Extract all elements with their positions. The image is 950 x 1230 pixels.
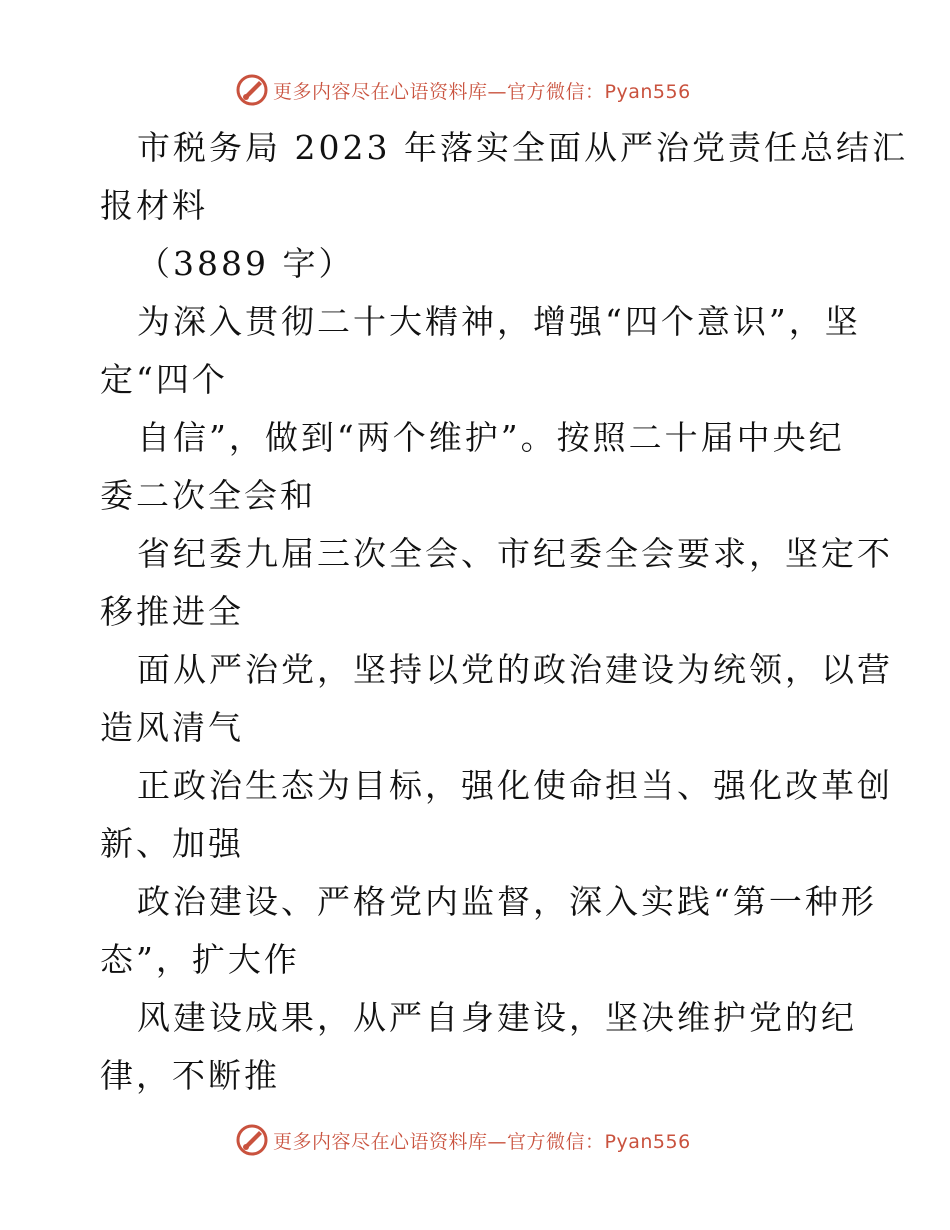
doc-text-line: 态”，扩大作 (100, 940, 300, 979)
header-watermark (235, 73, 691, 107)
doc-text-line: 委二次全会和 (100, 476, 316, 515)
watermark-text: 更多内容尽在心语资料库—官方微信：Pyan556 (273, 80, 691, 103)
doc-text-line: 律，不断推 (100, 1056, 280, 1095)
doc-word-count: （3889 字） (137, 244, 355, 283)
logo-icon (235, 1123, 269, 1157)
logo-icon (235, 73, 269, 107)
doc-text-line: 新、加强 (100, 824, 244, 863)
doc-text-line: 省纪委九届三次全会、市纪委全会要求，坚定不 (137, 534, 893, 573)
doc-text-line: 为深入贯彻二十大精神，增强“四个意识”，坚 (137, 302, 861, 341)
doc-text-line: 造风清气 (100, 708, 244, 747)
doc-text-line: 面从严治党，坚持以党的政治建设为统领，以营 (137, 650, 893, 689)
doc-text-line: 移推进全 (100, 592, 244, 631)
doc-text-line: 政治建设、严格党内监督，深入实践“第一种形 (137, 882, 877, 921)
doc-text-line: 风建设成果，从严自身建设，坚决维护党的纪 (137, 998, 857, 1037)
doc-text-line: 正政治生态为目标，强化使命担当、强化改革创 (137, 766, 893, 805)
doc-title-line-2: 报材料 (100, 186, 208, 225)
doc-text-line: 自信”，做到“两个维护”。按照二十届中央纪 (137, 418, 845, 457)
watermark-text: 更多内容尽在心语资料库—官方微信：Pyan556 (273, 1130, 691, 1153)
footer-watermark (235, 1123, 691, 1157)
doc-text-line: 定“四个 (100, 360, 228, 399)
doc-title-line-1: 市税务局 2023 年落实全面从严治党责任总结汇 (137, 128, 908, 167)
